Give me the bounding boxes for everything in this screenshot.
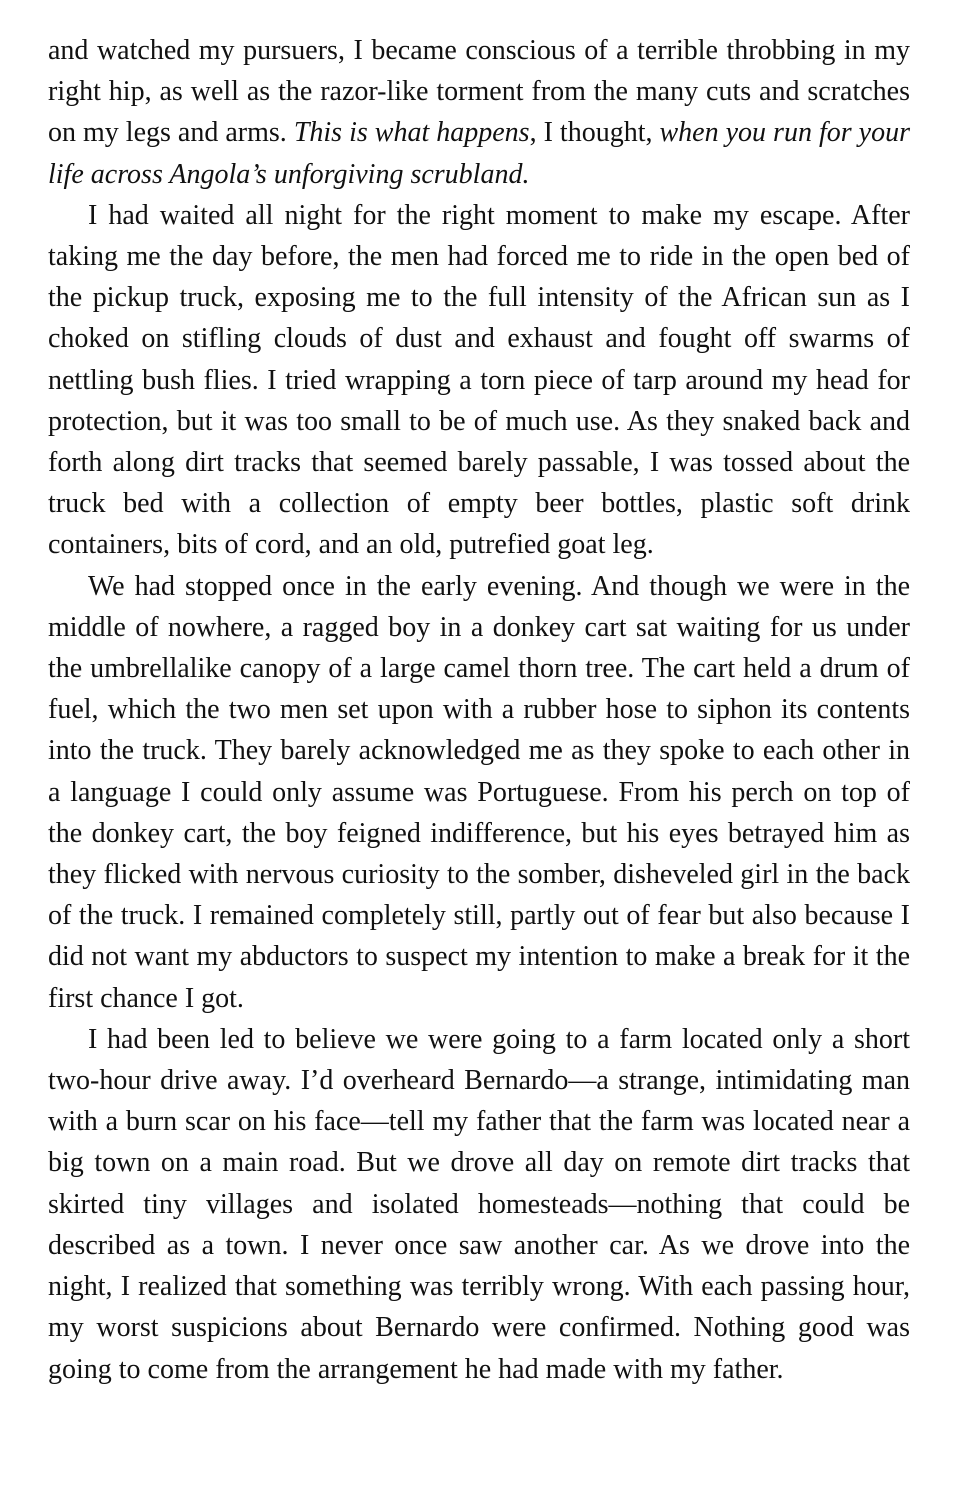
paragraph-3: We had stopped once in the early evening. And though we were in the middle of nowhere, a ragged boy in a donkey cart sat waiting for us under the umbrellalike canopy of a large camel thorn tree. The cart held a drum of fuel, which the two men set upon with a rubber hose to siphon its contents into the truck. They barely acknowledged me as they spoke to each other in a language I could only assume was Portuguese. From his perch on top of the donkey cart, the boy feigned indifference, but his eyes betrayed him as they flicked with nervous curiosity to the somber, disheveled girl in the back of the truck. I remained completely still, partly out of fear but also because I did not want my abductors to suspect my intention to make a break for it the first chance I got. [48, 570, 910, 1014]
paragraph-4: I had been led to believe we were going to a farm located only a short two-hour drive away. I’d overheard Bernardo—a strange, intimidating man with a burn scar on his face—tell my father that the farm was located near a big town on a main road. But we drove all day on remote dirt tracks that skirted tiny villages and isolated homesteads—nothing that could be described as a town. I never once saw another car. As we drove into the night, I realized that something was terribly wrong. With each passing hour, my worst suspicions about Bernardo were confirmed. Nothing good was going to come from the arrangement he had made with my father. [48, 1023, 910, 1385]
paragraph-1-italic-b: when you run for your life across Angola’s unforgiving scrubland. [48, 117, 910, 190]
paragraph-1 [48, 30, 910, 195]
book-page [48, 30, 910, 1390]
paragraph-2: I had waited all night for the right moment to make my escape. After taking me the day before, the men had forced me to ride in the open bed of the pickup truck, exposing me to the full intensity of the African sun as I choked on stifling clouds of dust and exhaust and fought off swarms of nettling bush flies. I tried wrapping a torn piece of tarp around my head for protection, but it was too small to be of much use. As they snaked back and forth along dirt tracks that seemed barely passable, I was tossed about the truck bed with a collection of empty beer bottles, plastic soft drink containers, bits of cord, and an old, putrefied goat leg. [48, 199, 910, 561]
paragraph-1-italic-a: This is what happens [293, 117, 530, 149]
paragraph-1-text-a: and watched my pursuers, I became conscious of a terrible throbbing in my right hip, as well as the razor-like torment from the many cuts and scratches on my legs and arms. [48, 35, 910, 149]
paragraph-1-text-b: , I thought, [529, 117, 660, 149]
